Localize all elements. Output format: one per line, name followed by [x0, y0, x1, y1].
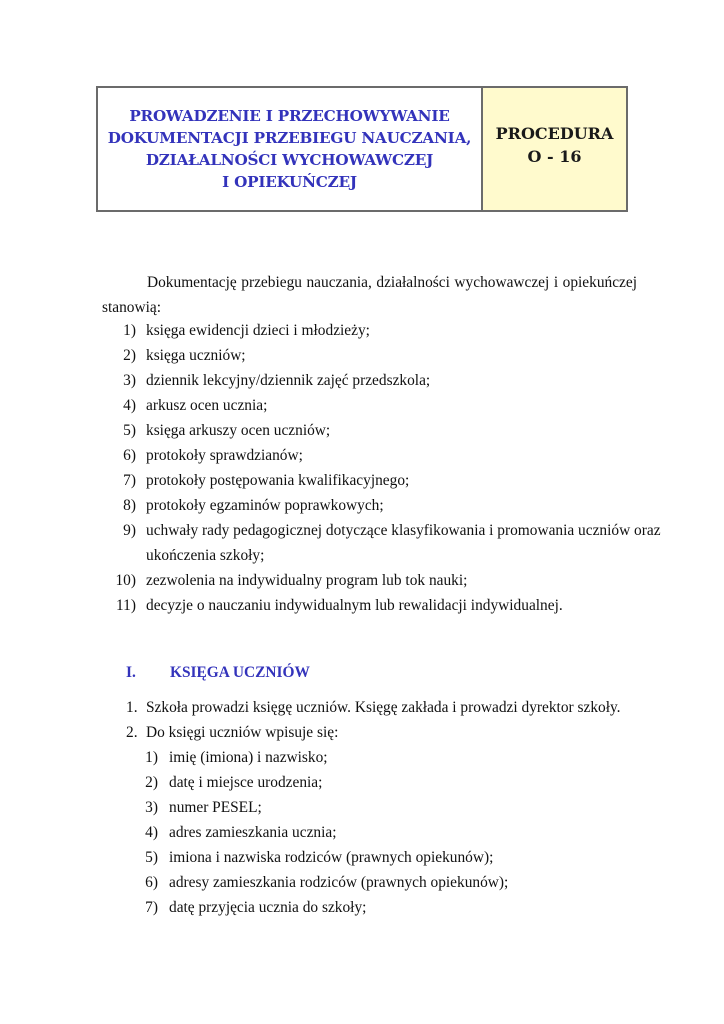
- sub-list-text: adres zamieszkania ucznia;: [169, 824, 337, 841]
- list-number: 9): [123, 522, 136, 539]
- list-text: protokoły egzaminów poprawkowych;: [146, 497, 384, 514]
- list-text: decyzje o nauczaniu indywidualnym lub rewalidacji indywidualnej.: [146, 597, 563, 614]
- list-number: 4): [123, 397, 136, 414]
- sub-list-text: imiona i nazwiska rodziców (prawnych opiekunów);: [169, 849, 494, 866]
- section-item-text: Szkoła prowadzi księgę uczniów. Księgę zakłada i prowadzi dyrektor szkoły.: [146, 699, 621, 716]
- list-text: ukończenia szkoły;: [146, 547, 265, 564]
- section-title: KSIĘGA UCZNIÓW: [170, 664, 310, 681]
- title-line: PROWADZENIE I PRZECHOWYWANIE: [129, 107, 450, 125]
- list-text: protokoły sprawdzianów;: [146, 447, 303, 464]
- list-text: arkusz ocen ucznia;: [146, 397, 268, 414]
- title-line: I OPIEKUŃCZEJ: [222, 173, 357, 191]
- list-number: 8): [123, 497, 136, 514]
- list-number: 1): [123, 322, 136, 339]
- sub-list-number: 3): [145, 799, 158, 816]
- sub-list-text: datę przyjęcia ucznia do szkoły;: [169, 899, 367, 916]
- title-line: DOKUMENTACJI PRZEBIEGU NAUCZANIA,: [107, 129, 472, 147]
- sub-list-text: numer PESEL;: [169, 799, 262, 816]
- list-number: 6): [123, 447, 136, 464]
- section-item-number: 1.: [126, 699, 138, 716]
- list-number: 3): [123, 372, 136, 389]
- sub-list-number: 6): [145, 874, 158, 891]
- list-text: księga arkuszy ocen uczniów;: [146, 422, 331, 439]
- list-text: uchwały rady pedagogicznej dotyczące klasyfikowania i promowania uczniów oraz: [146, 522, 661, 539]
- section-item-number: 2.: [126, 724, 138, 741]
- sub-list-number: 2): [145, 774, 158, 791]
- list-number: 11): [116, 597, 136, 614]
- sub-list-number: 5): [145, 849, 158, 866]
- sub-list-number: 4): [145, 824, 158, 841]
- sub-list-number: 1): [145, 749, 158, 766]
- sub-list-number: 7): [145, 899, 158, 916]
- sub-list-text: imię (imiona) i nazwisko;: [169, 749, 328, 766]
- document-title: [98, 88, 483, 210]
- list-number: 2): [123, 347, 136, 364]
- procedure-header: [96, 86, 628, 212]
- title-line: DZIAŁALNOŚCI WYCHOWAWCZEJ: [145, 151, 434, 169]
- sub-list-text: datę i miejsce urodzenia;: [169, 774, 323, 791]
- list-text: księga ewidencji dzieci i młodzieży;: [146, 322, 370, 339]
- section-number: I.: [126, 664, 136, 681]
- sub-list-text: adresy zamieszkania rodziców (prawnych opiekunów);: [169, 874, 509, 891]
- section-item-text: Do księgi uczniów wpisuje się:: [146, 724, 339, 741]
- list-text: księga uczniów;: [146, 347, 246, 364]
- list-text: dziennik lekcyjny/dziennik zajęć przedszkola;: [146, 372, 431, 389]
- procedure-label: PROCEDURA: [495, 124, 614, 143]
- procedure-box: [483, 88, 626, 210]
- list-number: 10): [115, 572, 136, 589]
- list-number: 7): [123, 472, 136, 489]
- procedure-code: O - 16: [527, 147, 582, 166]
- list-text: protokoły postępowania kwalifikacyjnego;: [146, 472, 410, 489]
- list-text: zezwolenia na indywidualny program lub tok nauki;: [146, 572, 468, 589]
- list-number: 5): [123, 422, 136, 439]
- intro-paragraph: Dokumentację przebiegu nauczania, działalności wychowawczej i opiekuńczej stanowią:: [102, 274, 637, 316]
